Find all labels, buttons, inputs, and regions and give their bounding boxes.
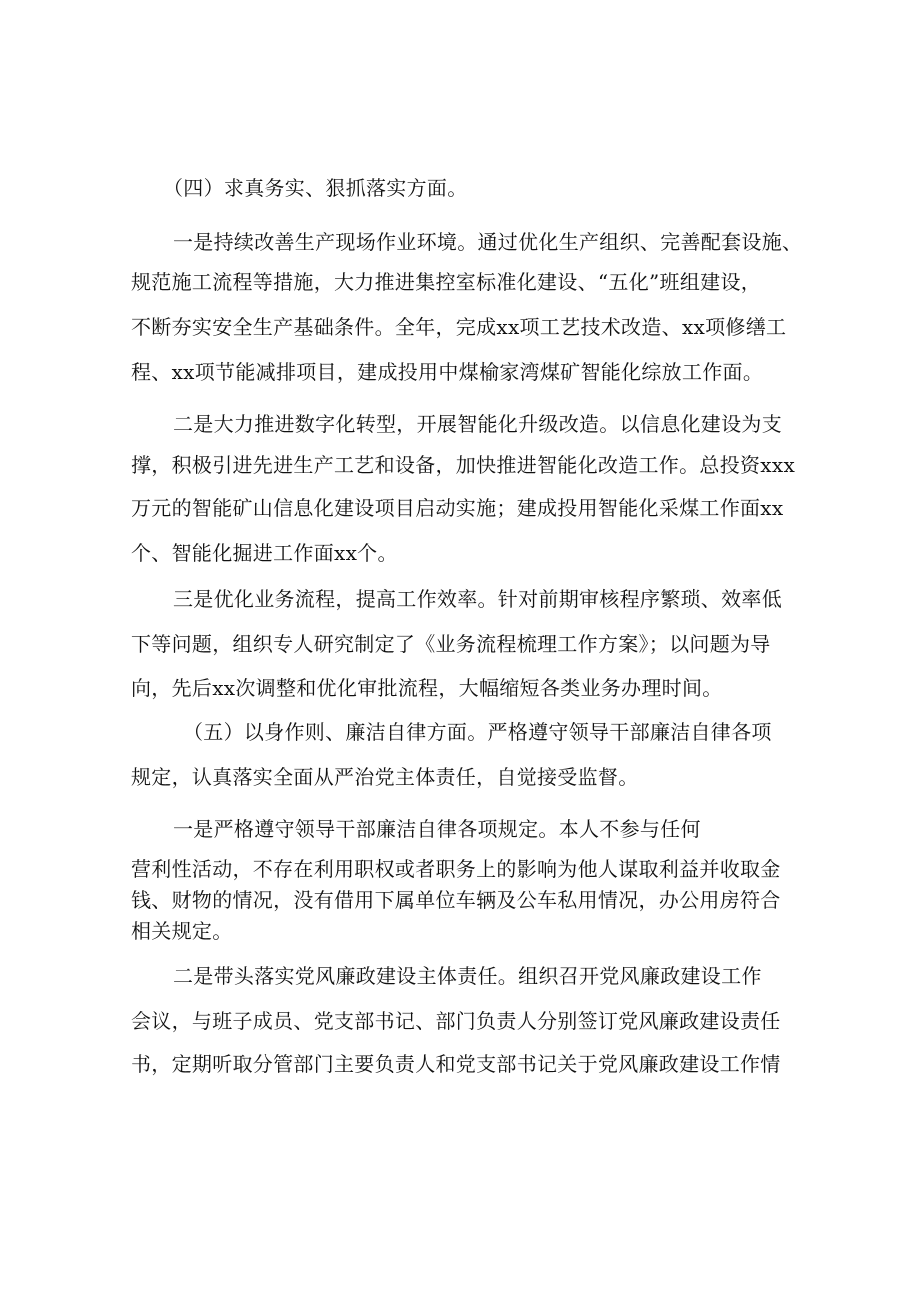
text-line: 会议，与班子成员、党支部书记、部门负责人分别签订党风廉政建设责任 <box>131 1009 781 1033</box>
text-line: 下等问题，组织专人研究制定了《业务流程梳理工作方案》；以问题为导 <box>131 632 771 656</box>
heading-section-four: （四）求真务实、狠抓落实方面。 <box>163 176 468 200</box>
text-line: 个、智能化掘进工作面xx个。 <box>131 541 398 565</box>
text-line: 规定，认真落实全面从严治党主体责任，自觉接受监督。 <box>131 765 639 789</box>
text-line: 三是优化业务流程，提高工作效率。针对前期审核程序繁琐、效率低 <box>173 587 782 611</box>
text-line: 万元的智能矿山信息化建设项目启动实施；建成投用智能化采煤工作面xx <box>131 496 784 520</box>
text-line: 一是持续改善生产现场作业环境。通过优化生产组织、完善配套设施、 <box>173 230 803 254</box>
text-line: 规范施工流程等措施，大力推进集控室标准化建设、“五化”班组建设， <box>131 270 762 294</box>
text-line: 一是严格遵守领导干部廉洁自律各项规定。本人不参与任何 <box>173 817 701 841</box>
text-line: 二是带头落实党风廉政建设主体责任。组织召开党风廉政建设工作 <box>173 964 762 988</box>
text-line: 营利性活动，不存在利用职权或者职务上的影响为他人谋取利益并收取金 <box>131 857 781 881</box>
text-line: 书，定期听取分管部门主要负责人和党支部书记关于党风廉政建设工作情 <box>131 1052 781 1076</box>
text-line: 不断夯实安全生产基础条件。全年，完成xx项工艺技术改造、xx项修缮工 <box>131 315 787 339</box>
text-line: 相关规定。 <box>131 919 233 943</box>
heading-section-five: （五）以身作则、廉洁自律方面。严格遵守领导干部廉洁自律各项 <box>183 720 772 744</box>
text-line: 程、xx项节能减排项目，建成投用中煤榆家湾煤矿智能化综放工作面。 <box>131 360 764 384</box>
text-line: 向，先后xx次调整和优化审批流程，大幅缩短各类业务办理时间。 <box>131 676 723 700</box>
text-line: 二是大力推进数字化转型，开展智能化升级改造。以信息化建设为支 <box>173 412 782 436</box>
text-line: 钱、财物的情况，没有借用下属单位车辆及公车私用情况，办公用房符合 <box>131 888 781 912</box>
text-line: 撑，积极引进先进生产工艺和设备，加快推进智能化改造工作。总投资xxx <box>131 453 796 477</box>
